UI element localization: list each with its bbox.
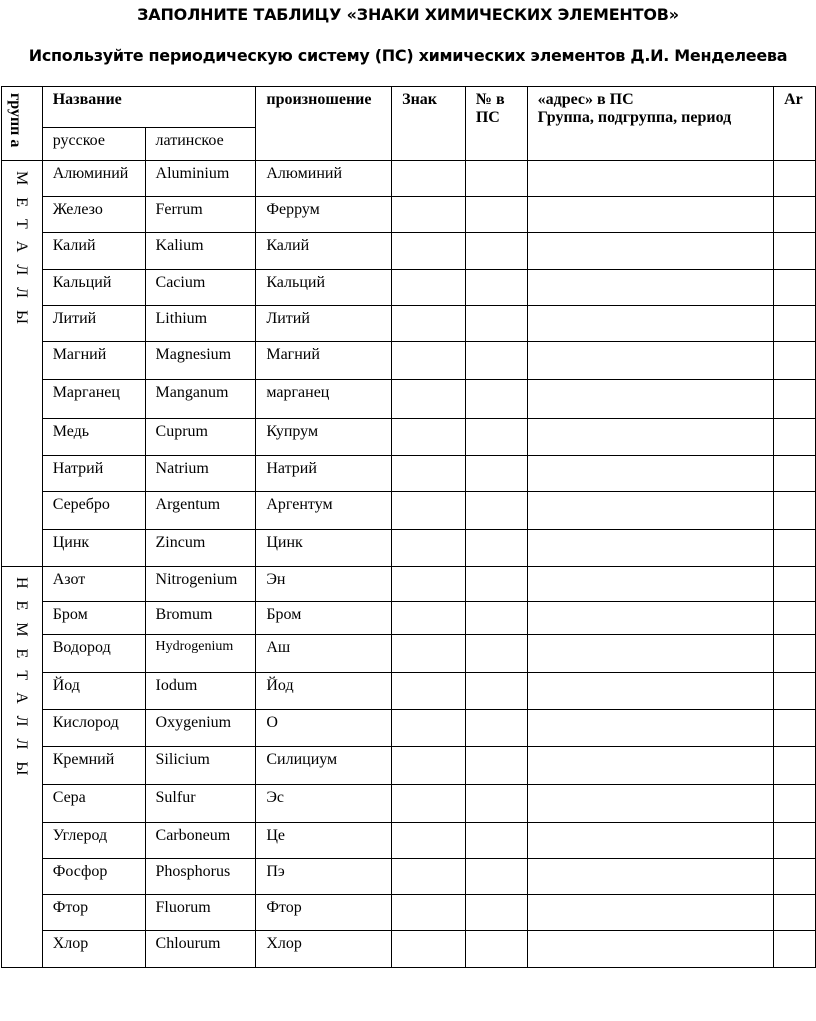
ar-cell[interactable]	[774, 197, 816, 233]
address-cell[interactable]	[527, 895, 773, 931]
russian-name: Фтор	[42, 895, 145, 931]
latin-header: латинское	[145, 128, 256, 161]
ar-cell[interactable]	[774, 270, 816, 306]
address-cell[interactable]	[527, 492, 773, 530]
table-row	[2, 161, 816, 197]
number-cell[interactable]	[465, 567, 527, 602]
russian-header: русское	[42, 128, 145, 161]
latin-name: Argentum	[145, 492, 256, 530]
ar-cell[interactable]	[774, 859, 816, 895]
number-cell[interactable]	[465, 270, 527, 306]
ar-cell[interactable]	[774, 747, 816, 785]
ar-header: Ar	[774, 87, 816, 161]
russian-name: Фосфор	[42, 859, 145, 895]
sign-cell[interactable]	[392, 233, 466, 270]
latin-name: Cacium	[145, 270, 256, 306]
pronunciation: Фтор	[256, 895, 392, 931]
russian-name: Водород	[42, 635, 145, 673]
russian-name: Натрий	[42, 456, 145, 492]
page-title: ЗАПОЛНИТЕ ТАБЛИЦУ «ЗНАКИ ХИМИЧЕСКИХ ЭЛЕМЕНТОВ»	[137, 5, 679, 24]
russian-name: Цинк	[42, 530, 145, 567]
table-row	[2, 895, 816, 931]
address-cell[interactable]	[527, 635, 773, 673]
address-cell[interactable]	[527, 823, 773, 859]
sign-cell[interactable]	[392, 270, 466, 306]
ar-cell[interactable]	[774, 931, 816, 968]
latin-name: Lithium	[145, 306, 256, 342]
russian-name: Алюминий	[42, 161, 145, 197]
latin-name: Hydrogenium	[145, 635, 256, 673]
ar-cell[interactable]	[774, 635, 816, 673]
russian-name: Марганец	[42, 380, 145, 419]
address-cell[interactable]	[527, 602, 773, 635]
sign-cell[interactable]	[392, 197, 466, 233]
table-row	[2, 492, 816, 530]
ar-cell[interactable]	[774, 342, 816, 380]
ar-cell[interactable]	[774, 419, 816, 456]
russian-name: Кремний	[42, 747, 145, 785]
latin-name: Aluminium	[145, 161, 256, 197]
address-cell[interactable]	[527, 419, 773, 456]
table-row	[2, 233, 816, 270]
latin-name: Magnesium	[145, 342, 256, 380]
number-header: № в ПС	[465, 87, 527, 161]
russian-name: Углерод	[42, 823, 145, 859]
ar-cell[interactable]	[774, 895, 816, 931]
pronunciation: марганец	[256, 380, 392, 419]
table-row	[2, 456, 816, 492]
latin-name: Bromum	[145, 602, 256, 635]
address-header	[527, 87, 773, 161]
latin-name: Silicium	[145, 747, 256, 785]
pronunciation-header: произношение	[256, 87, 392, 161]
number-cell[interactable]	[465, 456, 527, 492]
pronunciation: Йод	[256, 673, 392, 710]
pronunciation: Пэ	[256, 859, 392, 895]
russian-name: Литий	[42, 306, 145, 342]
russian-name: Азот	[42, 567, 145, 602]
pronunciation: Цинк	[256, 530, 392, 567]
russian-name: Серебро	[42, 492, 145, 530]
address-cell[interactable]	[527, 530, 773, 567]
group-header: групп а	[7, 93, 24, 148]
ar-cell[interactable]	[774, 567, 816, 602]
pronunciation: Купрум	[256, 419, 392, 456]
latin-name: Oxygenium	[145, 710, 256, 747]
number-cell[interactable]	[465, 710, 527, 747]
sign-cell[interactable]	[392, 530, 466, 567]
address-cell[interactable]	[527, 161, 773, 197]
ar-cell[interactable]	[774, 380, 816, 419]
latin-name: Manganum	[145, 380, 256, 419]
number-cell[interactable]	[465, 895, 527, 931]
sign-cell[interactable]	[392, 635, 466, 673]
ar-cell[interactable]	[774, 306, 816, 342]
pronunciation: Калий	[256, 233, 392, 270]
latin-name: Zincum	[145, 530, 256, 567]
number-cell[interactable]	[465, 197, 527, 233]
group-header-cell	[2, 87, 43, 161]
table-row	[2, 747, 816, 785]
latin-name: Fluorum	[145, 895, 256, 931]
elements-table	[1, 86, 816, 968]
ar-cell[interactable]	[774, 530, 816, 567]
ar-cell[interactable]	[774, 233, 816, 270]
number-cell[interactable]	[465, 233, 527, 270]
metals-group-cell	[2, 161, 43, 567]
pronunciation: Хлор	[256, 931, 392, 968]
russian-name: Кислород	[42, 710, 145, 747]
russian-name: Йод	[42, 673, 145, 710]
address-cell[interactable]	[527, 710, 773, 747]
number-cell[interactable]	[465, 602, 527, 635]
number-cell[interactable]	[465, 635, 527, 673]
russian-name: Медь	[42, 419, 145, 456]
sign-cell[interactable]	[392, 895, 466, 931]
sign-cell[interactable]	[392, 710, 466, 747]
table-row	[2, 931, 816, 968]
latin-name: Cuprum	[145, 419, 256, 456]
address-cell[interactable]	[527, 233, 773, 270]
sign-cell[interactable]	[392, 747, 466, 785]
russian-name: Хлор	[42, 931, 145, 968]
number-cell[interactable]	[465, 931, 527, 968]
metals-group-label: М Е Т А Л Л Ы	[13, 171, 30, 328]
ar-cell[interactable]	[774, 710, 816, 747]
pronunciation: Аш	[256, 635, 392, 673]
table-row	[2, 530, 816, 567]
pronunciation: Аргентум	[256, 492, 392, 530]
table-row	[2, 859, 816, 895]
address-cell[interactable]	[527, 785, 773, 823]
table-row	[2, 567, 816, 602]
pronunciation: Феррум	[256, 197, 392, 233]
latin-name: Carboneum	[145, 823, 256, 859]
number-cell[interactable]	[465, 747, 527, 785]
table-row	[2, 602, 816, 635]
number-cell[interactable]	[465, 785, 527, 823]
table-row	[2, 823, 816, 859]
table-row	[2, 380, 816, 419]
address-cell[interactable]	[527, 859, 773, 895]
table-row	[2, 342, 816, 380]
sign-cell[interactable]	[392, 161, 466, 197]
table-row	[2, 306, 816, 342]
pronunciation: Це	[256, 823, 392, 859]
russian-name: Кальций	[42, 270, 145, 306]
ar-cell[interactable]	[774, 785, 816, 823]
address-cell[interactable]	[527, 306, 773, 342]
table-row	[2, 710, 816, 747]
ar-cell[interactable]	[774, 673, 816, 710]
russian-name: Калий	[42, 233, 145, 270]
ar-cell[interactable]	[774, 456, 816, 492]
address-cell[interactable]	[527, 380, 773, 419]
pronunciation: Бром	[256, 602, 392, 635]
sign-cell[interactable]	[392, 602, 466, 635]
number-cell[interactable]	[465, 859, 527, 895]
table-row	[2, 270, 816, 306]
sign-cell[interactable]	[392, 342, 466, 380]
sign-cell[interactable]	[392, 567, 466, 602]
latin-name: Chlourum	[145, 931, 256, 968]
address-header-line2: Группа, подгруппа, период	[537, 109, 732, 126]
number-cell[interactable]	[465, 823, 527, 859]
address-cell[interactable]	[527, 747, 773, 785]
table-row	[2, 785, 816, 823]
number-cell[interactable]	[465, 530, 527, 567]
sign-cell[interactable]	[392, 419, 466, 456]
pronunciation: Натрий	[256, 456, 392, 492]
pronunciation: Кальций	[256, 270, 392, 306]
russian-name: Железо	[42, 197, 145, 233]
address-cell[interactable]	[527, 270, 773, 306]
address-cell[interactable]	[527, 567, 773, 602]
name-header: Название	[42, 87, 256, 128]
address-cell[interactable]	[527, 673, 773, 710]
nonmetals-group-cell	[2, 567, 43, 968]
ar-cell[interactable]	[774, 823, 816, 859]
pronunciation: Силициум	[256, 747, 392, 785]
sign-cell[interactable]	[392, 931, 466, 968]
address-cell[interactable]	[527, 197, 773, 233]
sign-header: Знак	[392, 87, 466, 161]
russian-name: Бром	[42, 602, 145, 635]
ar-cell[interactable]	[774, 492, 816, 530]
number-cell[interactable]	[465, 380, 527, 419]
number-cell[interactable]	[465, 161, 527, 197]
pronunciation: Эс	[256, 785, 392, 823]
pronunciation: Эн	[256, 567, 392, 602]
latin-name: Ferrum	[145, 197, 256, 233]
address-cell[interactable]	[527, 342, 773, 380]
table-row	[2, 197, 816, 233]
sign-cell[interactable]	[392, 859, 466, 895]
russian-name: Магний	[42, 342, 145, 380]
number-cell[interactable]	[465, 306, 527, 342]
sign-cell[interactable]	[392, 785, 466, 823]
pronunciation: Магний	[256, 342, 392, 380]
sign-cell[interactable]	[392, 306, 466, 342]
ar-cell[interactable]	[774, 602, 816, 635]
pronunciation: Алюминий	[256, 161, 392, 197]
table-row	[2, 635, 816, 673]
pronunciation: Литий	[256, 306, 392, 342]
pronunciation: О	[256, 710, 392, 747]
table-row	[2, 419, 816, 456]
latin-name: Nitrogenium	[145, 567, 256, 602]
sign-cell[interactable]	[392, 456, 466, 492]
russian-name: Сера	[42, 785, 145, 823]
table-row	[2, 673, 816, 710]
address-header-line1: «адрес» в ПС	[537, 91, 634, 108]
latin-name: Sulfur	[145, 785, 256, 823]
sign-cell[interactable]	[392, 673, 466, 710]
ar-cell[interactable]	[774, 161, 816, 197]
address-cell[interactable]	[527, 931, 773, 968]
number-cell[interactable]	[465, 673, 527, 710]
sign-cell[interactable]	[392, 823, 466, 859]
latin-name: Natrium	[145, 456, 256, 492]
nonmetals-group-label: Н Е М Е Т А Л Л Ы	[13, 577, 30, 780]
page-subtitle: Используйте периодическую систему (ПС) химических элементов Д.И. Менделеева	[28, 46, 788, 65]
latin-name: Phosphorus	[145, 859, 256, 895]
number-cell[interactable]	[465, 419, 527, 456]
number-cell[interactable]	[465, 342, 527, 380]
sign-cell[interactable]	[392, 492, 466, 530]
address-cell[interactable]	[527, 456, 773, 492]
latin-name: Iodum	[145, 673, 256, 710]
number-cell[interactable]	[465, 492, 527, 530]
latin-name: Kalium	[145, 233, 256, 270]
sign-cell[interactable]	[392, 380, 466, 419]
